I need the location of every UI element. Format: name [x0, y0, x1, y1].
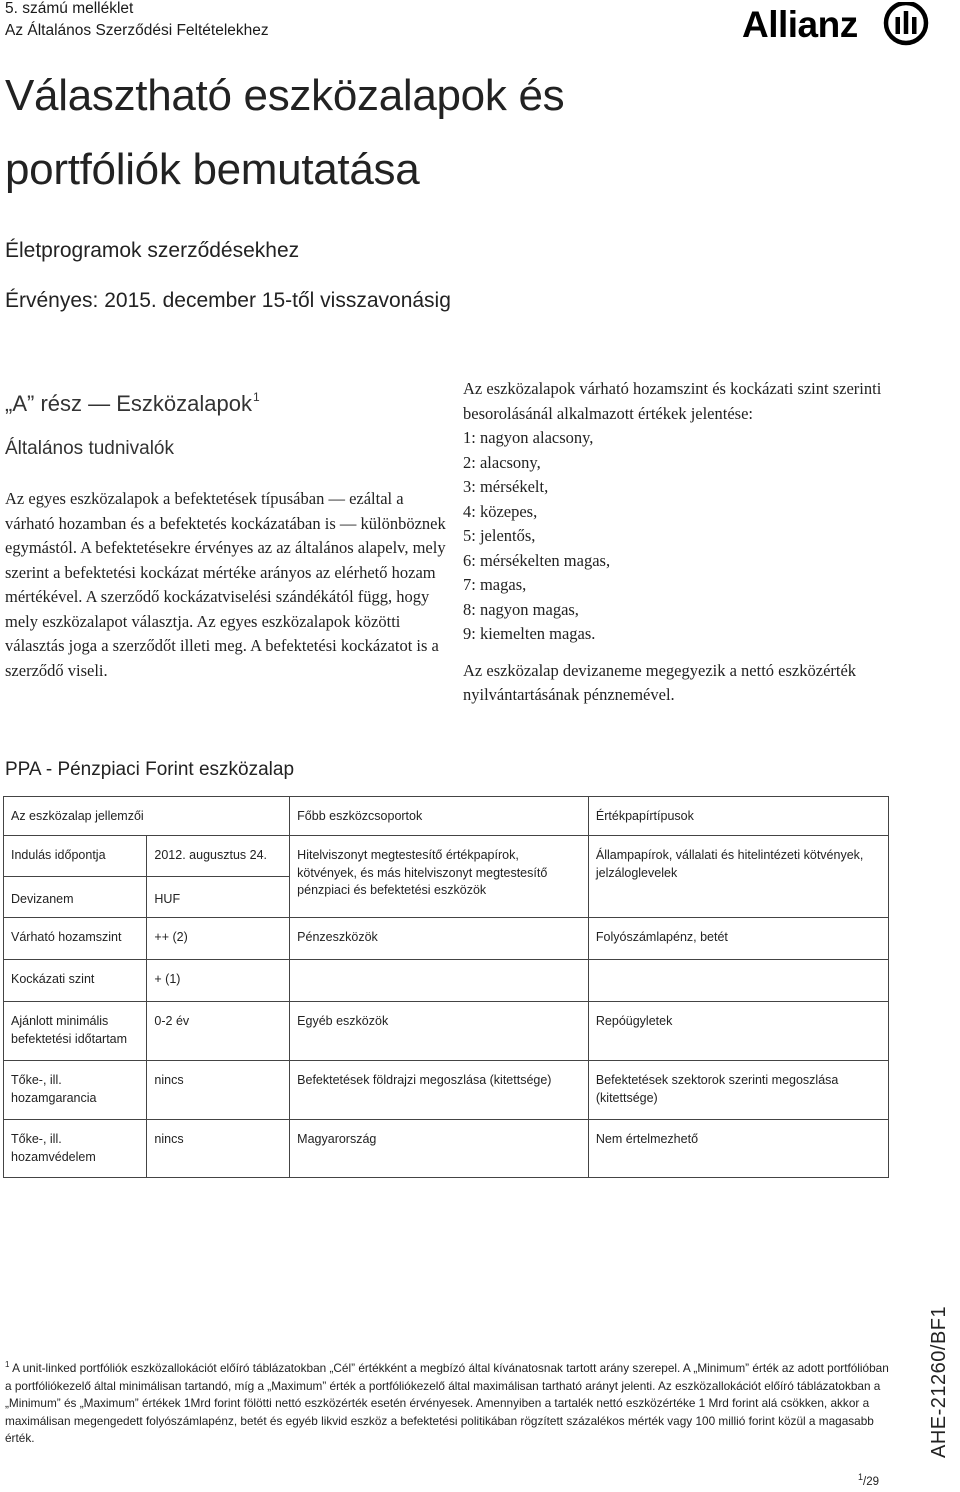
fund-title: PPA - Pénzpiaci Forint eszközalap [5, 759, 295, 780]
value-cell: + (1) [147, 960, 290, 1002]
scale-item: 9: kiemelten magas. [463, 624, 596, 643]
footnote-ref: 1 [252, 390, 260, 404]
allianz-logo [742, 2, 930, 46]
annex-label: 5. számú melléklet [5, 0, 134, 17]
scale-explanation [463, 377, 903, 708]
scale-list [463, 426, 903, 647]
value-cell: ++ (2) [147, 918, 290, 960]
table-row [4, 960, 889, 1002]
scale-intro: Az eszközalapok várható hozamszint és kockázati szint szerinti besorolásánál alkalmazott értékek jelentése: [463, 379, 882, 423]
footnote [5, 1356, 890, 1448]
value-cell [147, 836, 290, 918]
footnote-text: A unit-linked portfóliók eszközallokációt előíró táblázatokban „Cél” értékként a megbízó által kívánatosnak tartott arány szerepel. A „Minimum” érték az adott portfólióban a portfóliókezelő által minimálisan tartandó, míg a „Maximum” érték a portfóliókezelő által maximálisan tartható arányt jelenti. Az eszközallokációt előíró táblázatokban a „Minimum” és „Maximum” értékek 1Mrd forint fölötti nettó eszközérték esetén érvényesek. Amennyiben a tartalék nettó eszközértéke 1 Mrd forint alá csökken, akkor a maximálisan megengedett folyószámlapénz, betét és egyéb likvid eszköz a befektetési politikában rögzített százalékos mérték vagy 100 millió forint közül a magasabb érték. [5, 1361, 889, 1445]
security-type-cell [588, 960, 888, 1002]
table-header-row [4, 797, 889, 836]
scale-item: 8: nagyon magas, [463, 599, 579, 619]
table-row [4, 918, 889, 960]
asset-group-cell: Befektetések földrajzi megoszlása (kitettsége) [290, 1061, 589, 1120]
asset-group-cell: Hitelviszonyt megtestesítő értékpapírok, kötvények, és más hitelviszonyt megtestesítő pénzpiaci és befektetési eszközök [290, 836, 589, 918]
currency-label: Devizanem [11, 892, 74, 906]
table-row [4, 1002, 889, 1061]
start-date-value: 2012. augusztus 24. [147, 836, 289, 877]
page-current: 1 [858, 1472, 864, 1482]
section-subtitle: Általános tudnivalók [5, 438, 174, 459]
page-total: 29 [866, 1475, 880, 1488]
currency-value: HUF [154, 892, 181, 906]
scale-item: 3: mérsékelt, [463, 477, 549, 496]
asset-group-cell [290, 960, 589, 1002]
table-row [4, 1061, 889, 1120]
annex-reference: Az Általános Szerződési Feltételekhez [5, 22, 269, 39]
start-date-label: Indulás időpontja [4, 836, 146, 877]
value-cell: nincs [147, 1061, 290, 1120]
page-number: $^1$/29 [858, 1472, 880, 1488]
scale-item: 6: mérsékelten magas, [463, 550, 611, 570]
label-cell: Várható hozamszint [4, 918, 147, 960]
header-cell: Az eszközalap jellemzői [4, 797, 290, 836]
security-type-cell: Állampapírok, vállalati és hitelintézeti kötvények, jelzáloglevelek [588, 836, 888, 918]
table-row [4, 836, 889, 918]
scale-item: 7: magas, [463, 575, 527, 594]
page-title-line1: Választható eszközalapok és [5, 71, 565, 120]
security-type-cell: Befektetések szektorok szerinti megoszlása (kitettsége) [588, 1061, 888, 1120]
label-cell [4, 836, 147, 918]
security-type-cell: Repóügyletek [588, 1002, 888, 1061]
section-title: „A” rész — Eszközalapok$^1$ [5, 390, 260, 416]
security-type-cell: Folyószámlapénz, betét [588, 918, 888, 960]
table-row [4, 1120, 889, 1178]
footnote-mark: 1 [5, 1360, 10, 1369]
scale-item: 4: közepes, [463, 501, 538, 521]
asset-group-cell: Egyéb eszközök [290, 1002, 589, 1061]
asset-group-cell: Magyarország [290, 1120, 589, 1178]
label-cell: Kockázati szint [4, 960, 147, 1002]
document-code: AHE-21260/BF1 [928, 1305, 950, 1458]
currency-note: Az eszközalap devizaneme megegyezik a nettó eszközérték nyilvántartásának pénznemével. [463, 660, 857, 704]
scale-item: 2: alacsony, [463, 452, 541, 472]
scale-item: 1: nagyon alacsony, [463, 428, 594, 447]
label-cell: Ajánlott minimális befektetési időtartam [4, 1002, 147, 1061]
general-info-text: Az egyes eszközalapok a befektetések típusában — ezáltal a várható hozamban és a befektetés kockázatában is — különböznek egymástól. A befektetésekre érvényes az az általános alapelv, mely szerint a befektetési kockázat mértéke arányos az elérhető hozam mértékével. A szerződő kockázatviselési szándékától függ, hogy mely eszközalapot választja. Az egyes eszközalapok közötti választás joga a szerződőt illeti meg. A befektetési kockázatot is a szerződő viseli. [5, 489, 446, 680]
allianz-eagle-icon [886, 3, 926, 43]
label-cell: Tőke-, ill. hozamgarancia [4, 1061, 147, 1120]
value-cell: 0-2 év [147, 1002, 290, 1061]
security-type-cell: Nem értelmezhető [588, 1120, 888, 1178]
logo-text: Allianz [742, 4, 858, 45]
header-cell: Értékpapírtípusok [588, 797, 888, 836]
asset-group-cell: Pénzeszközök [290, 918, 589, 960]
header-cell: Főbb eszközcsoportok [290, 797, 589, 836]
validity-text: Érvényes: 2015. december 15-től visszavonásig [5, 289, 451, 312]
scale-item: 5: jelentős, [463, 526, 536, 545]
fund-table [3, 796, 889, 1178]
page-title-line2: portfóliók bemutatása [5, 145, 420, 194]
label-cell: Tőke-, ill. hozamvédelem [4, 1120, 147, 1178]
value-cell: nincs [147, 1120, 290, 1178]
page-subtitle: Életprogramok szerződésekhez [5, 239, 300, 262]
